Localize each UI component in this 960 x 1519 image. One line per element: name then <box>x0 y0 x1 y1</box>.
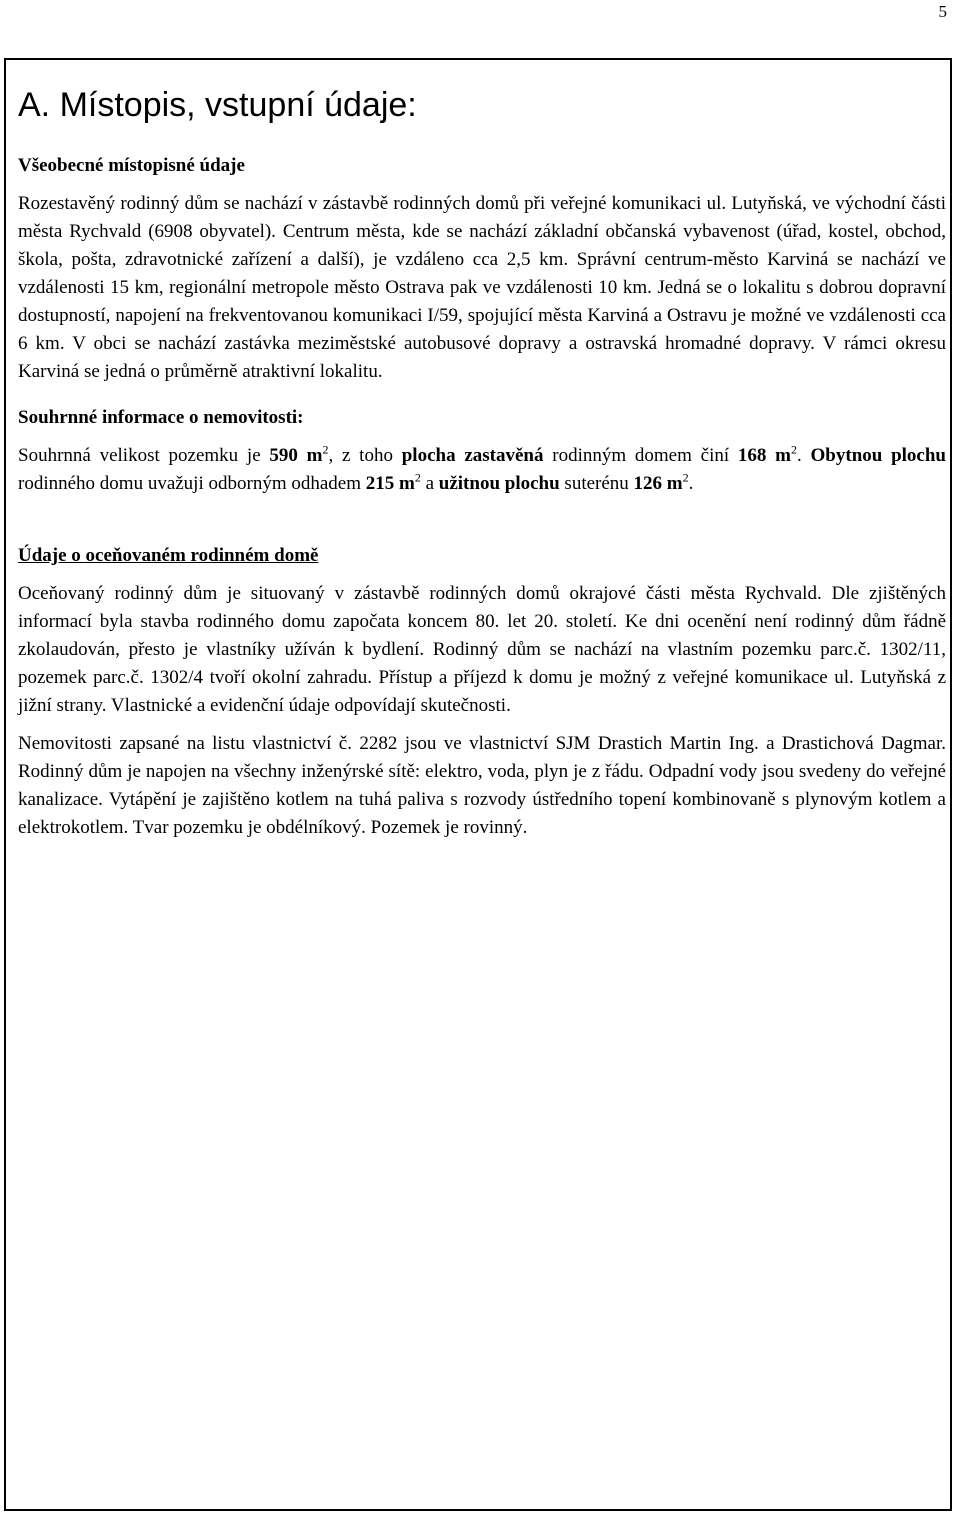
built-area-value: 168 m <box>737 445 791 466</box>
built-area-label: plocha zastavěná <box>401 445 544 466</box>
usable-area-label: užitnou plochu <box>438 473 560 494</box>
living-area-value: 215 m <box>365 473 415 494</box>
usable-area-value: 126 m <box>633 473 683 494</box>
summary-text: a <box>420 473 439 494</box>
superscript-2: 2 <box>791 442 797 457</box>
general-description-paragraph: Rozestavěný rodinný dům se nachází v zástavbě rodinných domů při veřejné komunikaci ul. Lutyňská, ve východní části města Rychvald (6908 obyvatel). Centrum města, kde se nachází základní občanská vybavenost (úřad, kostel, obchod, škola, pošta, zdravotnické zařízení a další), je vzdáleno cca 2,5 km. Správní centrum-město Karviná se nachází ve vzdálenosti 15 km, regionální metropole město Ostrava pak ve vzdálenosti 10 km. Jedná se o lokalitu s dobrou dopravní dostupností, napojení na frekventovanou komunikaci I/59, spojující města Karviná a Ostravu je možné ve vzdálenosti cca 6 km. V obci se nachází zastávka meziměstské autobusové dopravy a ostravská hromadné dopravy. V rámci okresu Karviná se jedná o průměrně atraktivní lokalitu. <box>18 193 946 382</box>
superscript-2: 2 <box>414 470 421 485</box>
superscript-2: 2 <box>322 442 329 457</box>
page-number: 5 <box>938 2 947 21</box>
superscript-2: 2 <box>682 470 689 485</box>
summary-paragraph <box>18 442 946 498</box>
summary-text: . <box>797 445 811 466</box>
summary-text: Souhrnná velikost pozemku je <box>18 445 270 466</box>
living-area-label: Obytnou plochu <box>810 445 946 466</box>
summary-text: . <box>688 473 694 494</box>
section-heading-summary: Souhrnné informace o nemovitosti: <box>18 407 304 428</box>
section-heading-house: Údaje o oceňovaném rodinném domě <box>18 545 319 566</box>
house-description-paragraph: Oceňovaný rodinný dům je situovaný v zástavbě rodinných domů okrajové části města Rychvald. Dle zjištěných informací byla stavba rodinného domu započata koncem 80. let 20. století. Ke dni ocenění není rodinný dům řádně zkolaudován, přesto je vlastníky užíván k bydlení. Rodinný dům se nachází na vlastním pozemku parc.č. 1302/11, pozemek parc.č. 1302/4 tvoří okolní zahradu. Přístup a příjezd k domu je možný z veřejné komunikace ul. Lutyňská z jižní strany. Vlastnické a evidenční údaje odpovídají skutečnosti. <box>18 583 946 716</box>
land-area-value: 590 m <box>269 445 323 466</box>
page-title: A. Místopis, vstupní údaje: <box>18 86 417 124</box>
document-body <box>18 83 946 842</box>
summary-text: suterénu <box>559 473 634 494</box>
summary-text: rodinného domu uvažuji odborným odhadem <box>18 473 366 494</box>
summary-text: , z toho <box>328 445 402 466</box>
section-heading-general: Všeobecné místopisné údaje <box>18 155 245 176</box>
summary-text: rodinným domem činí <box>543 445 738 466</box>
ownership-paragraph: Nemovitosti zapsané na listu vlastnictví č. 2282 jsou ve vlastnictví SJM Drastich Martin Ing. a Drastichová Dagmar. Rodinný dům je napojen na všechny inženýrské sítě: elektro, voda, plyn je z řádu. Odpadní vody jsou svedeny do veřejné kanalizace. Vytápění je zajištěno kotlem na tuhá paliva s rozvody ústředního topení kombinovaně s plynovým kotlem a elektrokotlem. Tvar pozemku je obdélníkový. Pozemek je rovinný. <box>18 733 946 838</box>
